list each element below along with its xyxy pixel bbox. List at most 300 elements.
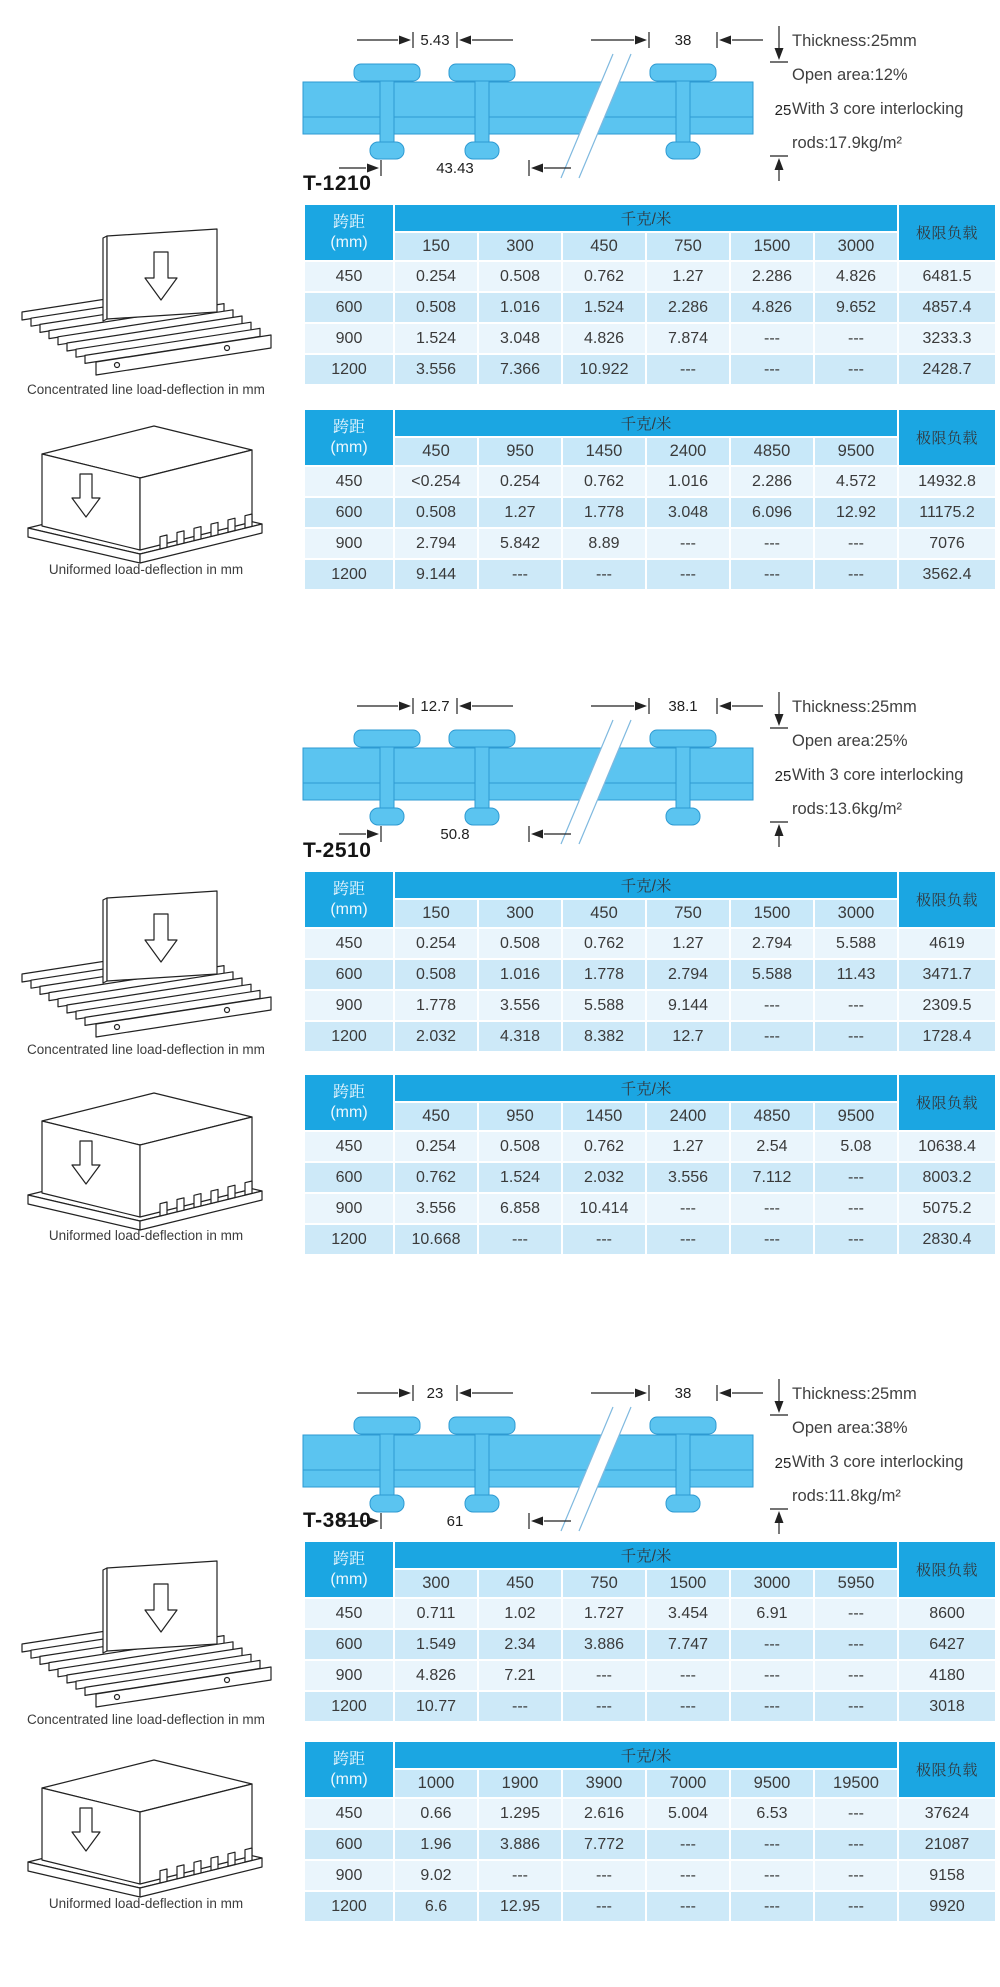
deflection-value: 1.27 (647, 1132, 729, 1161)
deflection-value: 0.254 (395, 1132, 477, 1161)
deflection-value: --- (815, 1861, 897, 1890)
deflection-value: --- (563, 1225, 645, 1254)
load-unit-header: 千克/米 (395, 1742, 897, 1768)
deflection-value: 5.08 (815, 1132, 897, 1161)
ultimate-load-header: 极限负载 (899, 1742, 995, 1797)
deflection-value: --- (647, 1225, 729, 1254)
deflection-value: 3.556 (479, 991, 561, 1020)
row-span-value: 600 (305, 960, 393, 989)
deflection-value: 5.588 (815, 929, 897, 958)
deflection-value: 0.508 (479, 1132, 561, 1161)
deflection-value: 0.711 (395, 1599, 477, 1628)
deflection-value: 2.032 (395, 1022, 477, 1051)
deflection-value: 2.286 (731, 262, 813, 291)
grating-isometric (12, 890, 282, 1048)
deflection-value: --- (815, 1630, 897, 1659)
spec-open-area: Open area:12% (792, 66, 908, 84)
concentrated-load-table (305, 872, 995, 1051)
deflection-value: 3.886 (563, 1630, 645, 1659)
deflection-value: 7.112 (731, 1163, 813, 1192)
deflection-value: 12.92 (815, 498, 897, 527)
ultimate-load-value: 3018 (899, 1692, 995, 1721)
ultimate-load-value: 5075.2 (899, 1194, 995, 1223)
deflection-value: --- (815, 1194, 897, 1223)
spec-open-area: Open area:38% (792, 1419, 908, 1437)
load-col-header: 750 (647, 233, 729, 260)
ultimate-load-value: 2428.7 (899, 355, 995, 384)
deflection-value: 4.826 (731, 293, 813, 322)
ultimate-load-value: 4619 (899, 929, 995, 958)
deflection-value: --- (563, 1661, 645, 1690)
concentrated-load-table (305, 1542, 995, 1721)
load-col-header: 450 (479, 1570, 561, 1597)
deflection-value: --- (731, 1194, 813, 1223)
load-col-header: 7000 (647, 1770, 729, 1797)
row-span-value: 1200 (305, 1022, 393, 1051)
grating-cross-section (295, 686, 800, 848)
uniform-load-table (305, 1742, 995, 1921)
load-col-header: 19500 (815, 1770, 897, 1797)
ultimate-load-header: 极限负载 (899, 872, 995, 927)
load-col-header: 4850 (731, 438, 813, 465)
deflection-value: --- (479, 1692, 561, 1721)
row-span-value: 1200 (305, 1692, 393, 1721)
ultimate-load-value: 21087 (899, 1830, 995, 1859)
deflection-value: --- (647, 1194, 729, 1223)
deflection-value: 1.524 (479, 1163, 561, 1192)
deflection-value: 2.794 (395, 529, 477, 558)
deflection-value: 2.794 (647, 960, 729, 989)
row-span-value: 450 (305, 1799, 393, 1828)
deflection-value: 6.53 (731, 1799, 813, 1828)
deflection-value: --- (815, 1830, 897, 1859)
deflection-value: --- (563, 1692, 645, 1721)
uniform-load-illustration (14, 1752, 279, 1904)
dim-pitch-bottom: 61 (446, 1513, 464, 1530)
deflection-value: 0.762 (395, 1163, 477, 1192)
spec-list (792, 1377, 1000, 1513)
ultimate-load-value: 10638.4 (899, 1132, 995, 1161)
deflection-value: 2.286 (731, 467, 813, 496)
deflection-value: 1.27 (647, 929, 729, 958)
load-unit-header: 千克/米 (395, 205, 897, 231)
load-col-header: 1900 (479, 1770, 561, 1797)
row-span-value: 600 (305, 293, 393, 322)
load-unit-header: 千克/米 (395, 1075, 897, 1101)
load-col-header: 1450 (563, 438, 645, 465)
spec-list (792, 690, 1000, 826)
ultimate-load-value: 4857.4 (899, 293, 995, 322)
row-span-value: 600 (305, 498, 393, 527)
deflection-value: --- (731, 1630, 813, 1659)
deflection-value: --- (731, 1661, 813, 1690)
deflection-value: 4.572 (815, 467, 897, 496)
load-col-header: 450 (395, 438, 477, 465)
deflection-value: 1.778 (395, 991, 477, 1020)
deflection-value: 0.508 (479, 262, 561, 291)
deflection-value: --- (815, 1661, 897, 1690)
deflection-value: 0.254 (395, 929, 477, 958)
concentrated-caption: Concentrated line load-deflection in mm (27, 1712, 265, 1727)
span-header (305, 410, 393, 465)
grating-isometric (12, 228, 282, 386)
deflection-value: 4.826 (395, 1661, 477, 1690)
deflection-value: --- (731, 1861, 813, 1890)
deflection-value: 6.91 (731, 1599, 813, 1628)
load-col-header: 9500 (731, 1770, 813, 1797)
deflection-value: 1.295 (479, 1799, 561, 1828)
deflection-value: --- (815, 991, 897, 1020)
deflection-value: 10.668 (395, 1225, 477, 1254)
dim-cap-width: 38 (674, 32, 692, 49)
ultimate-load-value: 9158 (899, 1861, 995, 1890)
span-unit-label: (mm) (330, 438, 368, 456)
dim-pitch-bottom: 43.43 (436, 160, 474, 177)
spec-weight: rods:13.6kg/m² (792, 800, 903, 818)
load-col-header: 4850 (731, 1103, 813, 1130)
load-col-header: 3000 (815, 900, 897, 927)
deflection-value: --- (731, 1692, 813, 1721)
deflection-value: 2.34 (479, 1630, 561, 1659)
deflection-value: --- (815, 1599, 897, 1628)
row-span-value: 900 (305, 324, 393, 353)
concentrated-load-table (305, 205, 995, 384)
ultimate-load-value: 3233.3 (899, 324, 995, 353)
uniform-load-illustration (14, 418, 279, 570)
deflection-value: 1.778 (563, 960, 645, 989)
deflection-value: --- (731, 529, 813, 558)
deflection-value: --- (647, 529, 729, 558)
load-col-header: 3900 (563, 1770, 645, 1797)
row-span-value: 1200 (305, 1225, 393, 1254)
deflection-value: 6.858 (479, 1194, 561, 1223)
deflection-value: --- (647, 1661, 729, 1690)
deflection-value: --- (479, 560, 561, 589)
load-col-header: 300 (479, 233, 561, 260)
product-title: T-2510 (303, 839, 372, 862)
dim-thickness: 25 (774, 102, 792, 119)
load-col-header: 1000 (395, 1770, 477, 1797)
grating-isometric (12, 1560, 282, 1718)
deflection-value: --- (815, 1163, 897, 1192)
deflection-value: --- (647, 560, 729, 589)
load-col-header: 3000 (731, 1570, 813, 1597)
deflection-value: 2.286 (647, 293, 729, 322)
deflection-value: --- (731, 1225, 813, 1254)
load-col-header: 950 (479, 1103, 561, 1130)
ultimate-load-header: 极限负载 (899, 1542, 995, 1597)
spec-interlocking: With 3 core interlocking (792, 1453, 964, 1471)
span-label: 跨距 (332, 213, 365, 231)
ultimate-load-value: 4180 (899, 1661, 995, 1690)
product-title: T-3810 (303, 1509, 372, 1532)
row-span-value: 900 (305, 529, 393, 558)
row-span-value: 900 (305, 1861, 393, 1890)
span-unit-label: (mm) (330, 233, 368, 251)
deflection-value: 1.524 (395, 324, 477, 353)
deflection-value: --- (815, 1892, 897, 1921)
ultimate-load-value: 2830.4 (899, 1225, 995, 1254)
deflection-value: 3.556 (395, 355, 477, 384)
load-col-header: 750 (647, 900, 729, 927)
concentrated-load-illustration (12, 1560, 282, 1718)
span-label: 跨距 (332, 1550, 365, 1568)
spec-thickness: Thickness:25mm (792, 1385, 917, 1403)
deflection-value: 0.508 (395, 293, 477, 322)
deflection-value: 11.43 (815, 960, 897, 989)
ultimate-load-value: 8003.2 (899, 1163, 995, 1192)
deflection-value: 7.21 (479, 1661, 561, 1690)
span-header (305, 1742, 393, 1797)
deflection-value: 2.54 (731, 1132, 813, 1161)
load-col-header: 450 (563, 233, 645, 260)
concentrated-caption: Concentrated line load-deflection in mm (27, 1042, 265, 1057)
deflection-value: 1.02 (479, 1599, 561, 1628)
deflection-value: --- (815, 1692, 897, 1721)
deflection-value: 5.004 (647, 1799, 729, 1828)
deflection-value: 1.524 (563, 293, 645, 322)
load-col-header: 1500 (731, 900, 813, 927)
deflection-value: 1.27 (647, 262, 729, 291)
deflection-value: 1.96 (395, 1830, 477, 1859)
spec-weight: rods:11.8kg/m² (792, 1487, 901, 1505)
cross-section-diagram (295, 20, 800, 182)
load-col-header: 750 (563, 1570, 645, 1597)
product-title: T-1210 (303, 172, 372, 195)
deflection-value: --- (815, 324, 897, 353)
load-col-header: 2400 (647, 1103, 729, 1130)
uniform-load-illustration (14, 1085, 279, 1237)
span-header (305, 872, 393, 927)
deflection-value: 5.588 (731, 960, 813, 989)
deflection-value: 10.77 (395, 1692, 477, 1721)
deflection-value: 2.794 (731, 929, 813, 958)
deflection-value: 7.772 (563, 1830, 645, 1859)
deflection-value: 3.886 (479, 1830, 561, 1859)
ultimate-load-header: 极限负载 (899, 205, 995, 260)
load-col-header: 5950 (815, 1570, 897, 1597)
uniform-caption: Uniformed load-deflection in mm (48, 1228, 244, 1243)
load-col-header: 9500 (815, 438, 897, 465)
deflection-value: --- (647, 355, 729, 384)
load-col-header: 450 (563, 900, 645, 927)
deflection-value: 8.89 (563, 529, 645, 558)
row-span-value: 900 (305, 991, 393, 1020)
deflection-value: 10.414 (563, 1194, 645, 1223)
deflection-value: --- (647, 1892, 729, 1921)
deflection-value: 12.7 (647, 1022, 729, 1051)
uniform-load-table (305, 1075, 995, 1254)
deflection-value: --- (731, 560, 813, 589)
ultimate-load-value: 7076 (899, 529, 995, 558)
load-col-header: 1500 (731, 233, 813, 260)
ultimate-load-value: 3471.7 (899, 960, 995, 989)
spec-thickness: Thickness:25mm (792, 698, 917, 716)
span-label: 跨距 (332, 418, 365, 436)
deflection-value: 9.144 (395, 560, 477, 589)
deflection-value: 3.454 (647, 1599, 729, 1628)
ultimate-load-value: 14932.8 (899, 467, 995, 496)
row-span-value: 1200 (305, 560, 393, 589)
spec-thickness: Thickness:25mm (792, 32, 917, 50)
deflection-value: 5.842 (479, 529, 561, 558)
spec-interlocking: With 3 core interlocking (792, 766, 964, 784)
deflection-value: 1.778 (563, 498, 645, 527)
row-span-value: 1200 (305, 355, 393, 384)
dim-pitch-top: 5.43 (420, 32, 450, 49)
row-span-value: 900 (305, 1194, 393, 1223)
ultimate-load-value: 37624 (899, 1799, 995, 1828)
uniform-load-table (305, 410, 995, 589)
ultimate-load-value: 11175.2 (899, 498, 995, 527)
spec-open-area: Open area:25% (792, 732, 908, 750)
deflection-value: 3.048 (647, 498, 729, 527)
deflection-value: --- (815, 560, 897, 589)
deflection-value: 1.016 (479, 960, 561, 989)
span-header (305, 205, 393, 260)
deflection-value: 6.096 (731, 498, 813, 527)
load-col-header: 950 (479, 438, 561, 465)
span-header (305, 1075, 393, 1130)
load-col-header: 300 (479, 900, 561, 927)
deflection-value: 0.508 (479, 929, 561, 958)
uniform-caption: Uniformed load-deflection in mm (48, 562, 244, 577)
deflection-value: 4.826 (815, 262, 897, 291)
row-span-value: 900 (305, 1661, 393, 1690)
load-col-header: 9500 (815, 1103, 897, 1130)
ultimate-load-value: 6427 (899, 1630, 995, 1659)
deflection-value: 0.254 (479, 467, 561, 496)
deflection-value: 4.826 (563, 324, 645, 353)
grating-cross-section (295, 20, 800, 182)
deflection-value: 0.762 (563, 1132, 645, 1161)
deflection-value: 0.66 (395, 1799, 477, 1828)
deflection-value: 0.508 (395, 498, 477, 527)
deflection-value: --- (815, 1022, 897, 1051)
deflection-value: 2.032 (563, 1163, 645, 1192)
load-col-header: 2400 (647, 438, 729, 465)
deflection-value: --- (563, 1892, 645, 1921)
deflection-value: 3.048 (479, 324, 561, 353)
ultimate-load-header: 极限负载 (899, 1075, 995, 1130)
row-span-value: 450 (305, 1599, 393, 1628)
box-on-grating-isometric (14, 1085, 279, 1237)
deflection-value: 9.144 (647, 991, 729, 1020)
deflection-value: --- (731, 1022, 813, 1051)
deflection-value: 0.762 (563, 467, 645, 496)
deflection-value: 12.95 (479, 1892, 561, 1921)
concentrated-load-illustration (12, 890, 282, 1048)
load-col-header: 3000 (815, 233, 897, 260)
deflection-value: 4.318 (479, 1022, 561, 1051)
deflection-value: 3.556 (647, 1163, 729, 1192)
deflection-value: --- (563, 1861, 645, 1890)
dim-cap-width: 38 (674, 1385, 692, 1402)
deflection-value: 1.27 (479, 498, 561, 527)
deflection-value: --- (479, 1861, 561, 1890)
deflection-value: --- (647, 1692, 729, 1721)
row-span-value: 600 (305, 1630, 393, 1659)
dim-cap-width: 38.1 (668, 698, 698, 715)
uniform-caption: Uniformed load-deflection in mm (48, 1896, 244, 1911)
deflection-value: 0.762 (563, 262, 645, 291)
span-header (305, 1542, 393, 1597)
deflection-value: --- (815, 1799, 897, 1828)
dim-pitch-top: 23 (426, 1385, 444, 1402)
deflection-value: 7.874 (647, 324, 729, 353)
row-span-value: 450 (305, 929, 393, 958)
deflection-value: --- (479, 1225, 561, 1254)
row-span-value: 450 (305, 467, 393, 496)
load-unit-header: 千克/米 (395, 872, 897, 898)
load-col-header: 450 (395, 1103, 477, 1130)
span-unit-label: (mm) (330, 1103, 368, 1121)
deflection-value: 5.588 (563, 991, 645, 1020)
load-col-header: 1500 (647, 1570, 729, 1597)
deflection-value: 7.747 (647, 1630, 729, 1659)
deflection-value: --- (731, 1892, 813, 1921)
deflection-value: 0.762 (563, 929, 645, 958)
deflection-value: 6.6 (395, 1892, 477, 1921)
ultimate-load-value: 8600 (899, 1599, 995, 1628)
deflection-value: 1.549 (395, 1630, 477, 1659)
span-unit-label: (mm) (330, 1570, 368, 1588)
ultimate-load-value: 1728.4 (899, 1022, 995, 1051)
deflection-value: 1.727 (563, 1599, 645, 1628)
deflection-value: 3.556 (395, 1194, 477, 1223)
concentrated-load-illustration (12, 228, 282, 386)
deflection-value: --- (731, 991, 813, 1020)
deflection-value: 9.02 (395, 1861, 477, 1890)
ultimate-load-header: 极限负载 (899, 410, 995, 465)
load-col-header: 150 (395, 900, 477, 927)
ultimate-load-value: 2309.5 (899, 991, 995, 1020)
span-label: 跨距 (332, 1750, 365, 1768)
dim-pitch-top: 12.7 (420, 698, 450, 715)
load-col-header: 1450 (563, 1103, 645, 1130)
load-unit-header: 千克/米 (395, 410, 897, 436)
deflection-value: <0.254 (395, 467, 477, 496)
row-span-value: 600 (305, 1163, 393, 1192)
deflection-value: 0.508 (395, 960, 477, 989)
deflection-value: --- (731, 1830, 813, 1859)
deflection-value: 1.016 (647, 467, 729, 496)
dim-thickness: 25 (774, 1455, 792, 1472)
box-on-grating-isometric (14, 1752, 279, 1904)
deflection-value: --- (815, 529, 897, 558)
row-span-value: 600 (305, 1830, 393, 1859)
load-unit-header: 千克/米 (395, 1542, 897, 1568)
deflection-value: 10.922 (563, 355, 645, 384)
box-on-grating-isometric (14, 418, 279, 570)
ultimate-load-value: 6481.5 (899, 262, 995, 291)
deflection-value: 7.366 (479, 355, 561, 384)
deflection-value: 8.382 (563, 1022, 645, 1051)
load-col-header: 300 (395, 1570, 477, 1597)
dim-pitch-bottom: 50.8 (440, 826, 470, 843)
row-span-value: 450 (305, 1132, 393, 1161)
deflection-value: 2.616 (563, 1799, 645, 1828)
deflection-value: 9.652 (815, 293, 897, 322)
load-col-header: 150 (395, 233, 477, 260)
cross-section-diagram (295, 686, 800, 848)
deflection-value: --- (563, 560, 645, 589)
deflection-value: 0.254 (395, 262, 477, 291)
span-label: 跨距 (332, 1083, 365, 1101)
dim-thickness: 25 (774, 768, 792, 785)
span-unit-label: (mm) (330, 1770, 368, 1788)
deflection-value: --- (731, 355, 813, 384)
